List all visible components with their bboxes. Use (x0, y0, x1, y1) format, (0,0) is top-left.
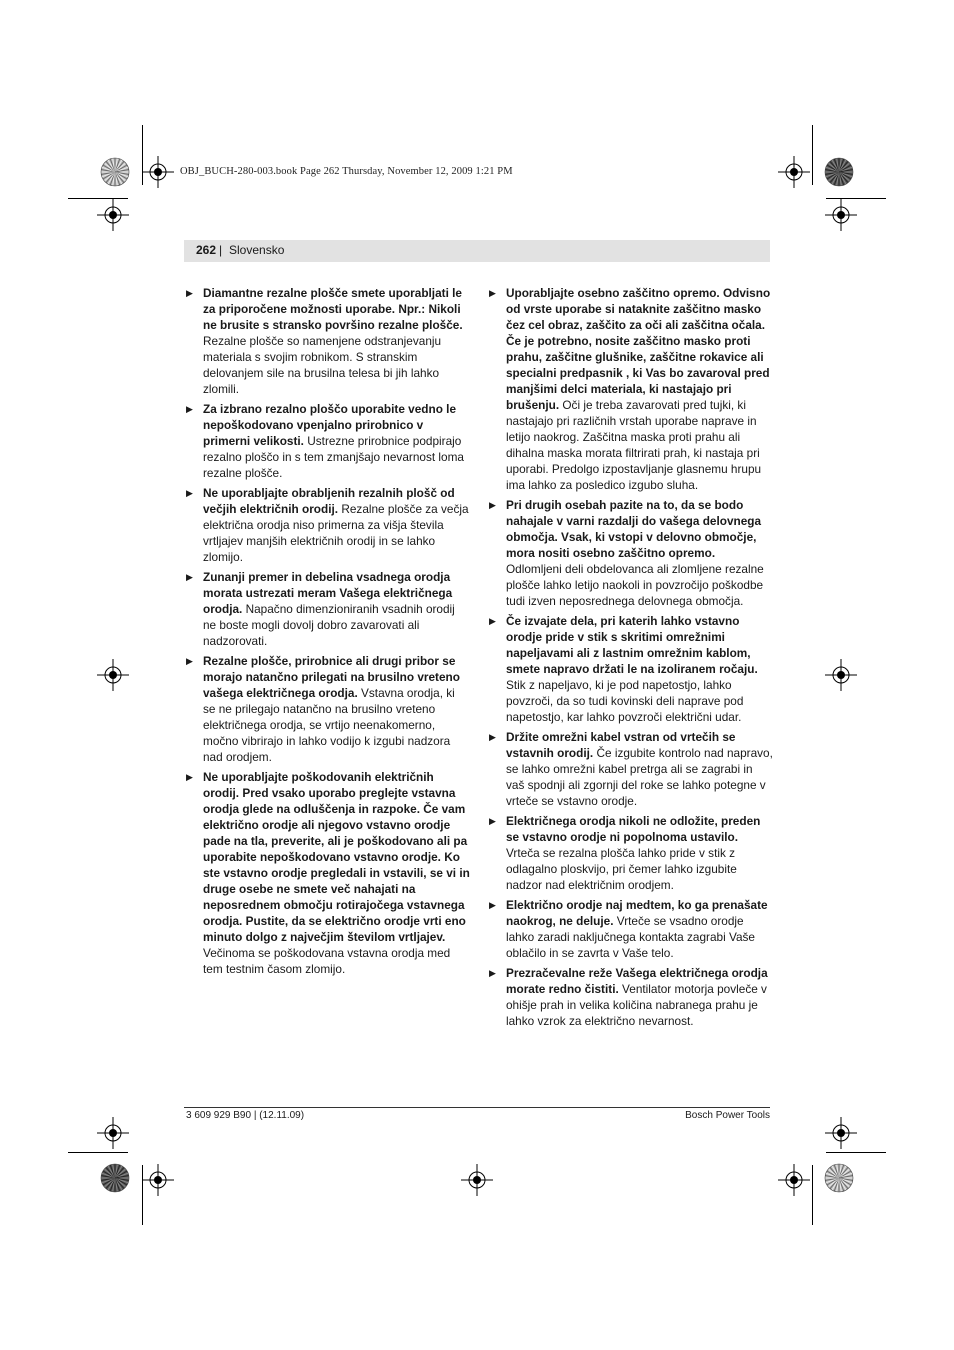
color-target-icon (100, 1163, 130, 1193)
footer-doc-number: 3 609 929 B90 | (12.11.09) (186, 1110, 305, 1121)
header-separator: | (219, 243, 223, 257)
bullet-arrow-icon: ▶ (186, 404, 193, 414)
item-text: Vrteče se vsadno orodje lahko zaradi naključnega kontakta zagrabi Vaše oblačilo in se zavrta v Vaše telo. (506, 914, 755, 960)
item-bold-text: Uporabljajte osebno zaščitno opremo. Odvisno od vrste uporabe si nataknite zaščitno masko čez cel obraz, zaščito za oči ali zaščitna očala. Če je potrebno, nosite zaščitno masko proti prahu, zaščitne glušnike, zaščitne rokavice ali specialni predpasnik , ki Vas bo zavaroval pred manjšimi delci materiala, ki nastajajo pri brušenju. (506, 286, 771, 412)
item-text: Oči je treba zavarovati pred tujki, ki nastajajo pri različnih vrstah uporabe naprave in letijo naokrog. Zaščitna maska proti prahu ali dihalna maska morata filtrirati prah, ki nastaja pri uporabi. Predolgo izpostavljanje glasnemu hrupu ima lahko za posledico izgubo sluha. (506, 398, 762, 492)
crop-mark (812, 1165, 813, 1225)
registration-mark-icon (95, 1115, 131, 1151)
crop-mark (826, 1152, 886, 1153)
footer-brand: Bosch Power Tools (685, 1110, 770, 1121)
crop-mark (68, 198, 128, 199)
crop-mark (142, 125, 143, 185)
safety-item (186, 285, 470, 397)
registration-mark-icon (459, 1162, 495, 1198)
bullet-arrow-icon: ▶ (489, 816, 496, 826)
item-text: Ventilator motorja povleče v ohišje prah in velika količina nabranega prahu je lahko vzrok za električno nevarnost. (506, 982, 767, 1028)
crop-mark (812, 125, 813, 185)
item-text: Ustrezne prirobnice podpirajo rezalno ploščo in s tem zmanjšajo nevarnost loma rezalne plošče. (203, 434, 464, 480)
registration-mark-icon (776, 154, 812, 190)
safety-item (489, 497, 773, 609)
safety-item (489, 965, 773, 1029)
print-info-line: OBJ_BUCH-280-003.book Page 262 Thursday, November 12, 2009 1:21 PM (180, 166, 513, 177)
crop-mark (142, 1165, 143, 1225)
color-target-icon (824, 1163, 854, 1193)
item-bold-text: Diamantne rezalne plošče smete uporabljati le za priporočene možnosti uporabe. Npr.: Nikoli ne brusite s stransko površino rezalne plošče. (203, 286, 463, 332)
safety-item (489, 729, 773, 809)
bullet-arrow-icon: ▶ (186, 572, 193, 582)
bullet-arrow-icon: ▶ (489, 968, 496, 978)
item-bold-text: Rezalne plošče, prirobnice ali drugi pribor se morajo natančno prilegati na brusilno vreteno vašega električnega orodja. (203, 654, 460, 700)
item-bold-text: Ne uporabljajte poškodovanih električnih orodij. Pred vsako uporabo preglejte vstavna orodja glede na odluščenja in razpoke. Če vam električno orodje ali njegovo vstavno orodje pade na tla, preverite, ali je poškodovano ali pa uporabite nepoškodovano vstavno orodje. Ko ste vstavno orodje pregledali in vstavili, se vi in druge osebe ne smete več nahajati na neposrednem območju rotirajočega vstavnega orodja. Pustite, da se električno orodje vrti eno minuto dolgo z največjim številom vrtljajev. (203, 770, 470, 944)
item-bold-text: Pri drugih osebah pazite na to, da se bodo nahajale v varni razdalji do vašega delovnega območja. Vsak, ki vstopi v delovno območje, mora nositi osebno zaščitno opremo. (506, 498, 762, 560)
item-bold-text: Prezračevalne reže Vašega električnega orodja morate redno čistiti. (506, 966, 768, 996)
item-text: Odlomljeni deli obdelovanca ali zlomljene rezalne plošče lahko letijo naokoli in povzročijo poškodbe tudi izven neposrednega delovnega območja. (506, 562, 764, 608)
safety-item (186, 485, 470, 565)
crop-mark (68, 1152, 128, 1153)
left-column (186, 285, 470, 981)
bullet-arrow-icon: ▶ (186, 288, 193, 298)
page-number: 262 (196, 243, 217, 257)
item-text: Vstavna orodja, ki se ne prilegajo natančno na brusilno vreteno električnega orodja, se vrtijo neenakomerno, močno vibrirajo in lahko vodijo k izgubi nadzora nad orodjem. (203, 686, 455, 764)
right-column (489, 285, 773, 1033)
safety-item (489, 897, 773, 961)
safety-item (186, 401, 470, 481)
bullet-arrow-icon: ▶ (489, 900, 496, 910)
bullet-arrow-icon: ▶ (186, 656, 193, 666)
registration-mark-icon (823, 657, 859, 693)
item-bold-text: Ne uporabljajte obrabljenih rezalnih plošč od večjih električnih orodij. (203, 486, 455, 516)
header-language: Slovensko (229, 243, 285, 257)
item-bold-text: Za izbrano rezalno ploščo uporabite vedno le nepoškodovano vpenjalno prirobnico v primerni velikosti. (203, 402, 457, 448)
item-text: Vrteča se rezalna plošča lahko pride v stik z odlagalno ploskvijo, pri čemer lahko izgubite nadzor nad električnim orodjem. (506, 846, 737, 892)
crop-mark (826, 198, 886, 199)
safety-item (489, 285, 773, 493)
bullet-arrow-icon: ▶ (489, 500, 496, 510)
item-bold-text: Zunanji premer in debelina vsadnega orodja morata ustrezati meram Vašega električnega orodja. (203, 570, 453, 616)
safety-item (489, 613, 773, 725)
safety-item (186, 653, 470, 765)
registration-mark-icon (140, 1162, 176, 1198)
safety-item (186, 769, 470, 977)
item-text: Rezalne plošče za večja električna orodja niso primerna za višja števila vrtljajev manjših električnih orodij in se lahko zlomijo. (203, 502, 469, 564)
item-bold-text: Držite omrežni kabel vstran od vrtečih se vstavnih orodij. (506, 730, 736, 760)
color-target-icon (824, 157, 854, 187)
registration-mark-icon (823, 197, 859, 233)
item-text: Če izgubite kontrolo nad napravo, se lahko omrežni kabel pretrga ali se zagrabi in vaš spodnji ali zgornji del roke se lahko potegne v vrteče se vstavno orodje. (506, 746, 773, 808)
bullet-arrow-icon: ▶ (489, 732, 496, 742)
item-bold-text: Električnega orodja nikoli ne odložite, preden se vstavno orodje ni popolnoma ustavilo. (506, 814, 761, 844)
item-text: Večinoma se poškodovana vstavna orodja med tem testnim časom zlomijo. (203, 946, 451, 976)
bullet-arrow-icon: ▶ (489, 288, 496, 298)
registration-mark-icon (140, 154, 176, 190)
item-bold-text: Če izvajate dela, pri katerih lahko vstavno orodje pride v stik s skritimi omrežnimi napeljavami ali z lastnim omrežnim kablom, smete napravo držati le na izoliranem ročaju. (506, 614, 758, 676)
color-target-icon (100, 157, 130, 187)
safety-item (186, 569, 470, 649)
item-bold-text: Električno orodje naj medtem, ko ga prenašate naokrog, ne deluje. (506, 898, 768, 928)
footer-divider (184, 1107, 770, 1108)
registration-mark-icon (95, 197, 131, 233)
bullet-arrow-icon: ▶ (186, 488, 193, 498)
bullet-arrow-icon: ▶ (489, 616, 496, 626)
bullet-arrow-icon: ▶ (186, 772, 193, 782)
item-text: Napačno dimenzioniranih vsadnih orodij ne boste mogli dovolj dobro zavarovati ali nadzorovati. (203, 602, 455, 648)
page-header-bar (184, 240, 770, 262)
item-text: Rezalne plošče so namenjene odstranjevanju materiala s svojim robnikom. S stranskim delovanjem sile na brusilna telesa bi jih lahko zlomili. (203, 334, 442, 396)
registration-mark-icon (776, 1162, 812, 1198)
registration-mark-icon (823, 1115, 859, 1151)
safety-item (489, 813, 773, 893)
registration-mark-icon (95, 657, 131, 693)
item-text: Stik z napeljavo, ki je pod napetostjo, lahko povzroči, da so tudi kovinski deli naprave pod napetostjo, kar lahko povzroči električni udar. (506, 678, 744, 724)
